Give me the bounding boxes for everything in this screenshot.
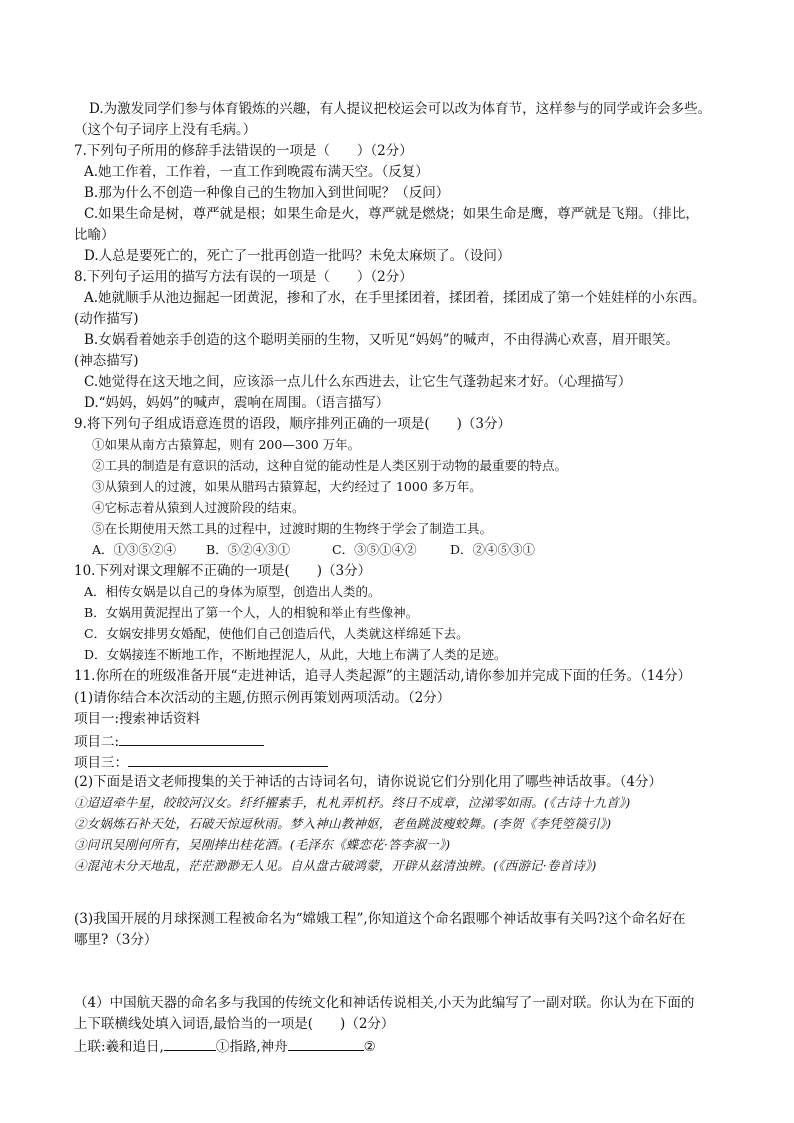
couplet-middle-text: ①指路,神舟 [215, 1039, 288, 1055]
q11-part1: (1)请你结合本次活动的主题,仿照示例再策划两项活动。（2分） [74, 690, 451, 706]
q11-part4: （4）中国航天器的命名多与我国的传统文化和神话传说相关,小天为此编写了一副对联。你认为在下面的 [74, 995, 695, 1011]
q11-item-2-blank[interactable] [119, 731, 264, 746]
q8-stem: 8.下列句子运用的描写方法有误的一项是（ ）（2分） [74, 269, 413, 285]
q11-couplet [74, 1036, 376, 1056]
q9-sentence-5: ⑤在长期使用天然工具的过程中，过渡时期的生物终于学会了制造工具。 [92, 521, 493, 536]
q11-poem-4: ④混沌未分天地乱，茫茫渺渺无人见。自从盘古破鸿蒙，开辟从兹清浊辨。(《西游记·卷首诗》) [74, 858, 597, 873]
q11-item-3-blank[interactable] [128, 752, 328, 767]
q11-stem: 11.你所在的班级准备开展“走进神话，追寻人类起源”的主题活动,请你参加并完成下面的任务。（14分） [74, 668, 691, 684]
q6-option-d-note: （这个句子词序上没有毛病。） [74, 122, 257, 138]
q11-item-2-label: 项目二: [74, 734, 120, 750]
q11-part4-cont: 上下联横线处填入词语,最恰当的一项是( )（2分） [74, 1016, 395, 1032]
q9-sentence-3: ③从猿到人的过渡，如果从腊玛古猿算起，大约经过了 1000 多万年。 [92, 479, 482, 494]
q8-option-b-cont: (神态描写) [74, 353, 139, 369]
couplet-blank-1[interactable] [164, 1036, 216, 1051]
q11-item-2 [74, 731, 264, 751]
q11-poem-1: ①迢迢牵牛星，皎皎河汉女。纤纤擢素手，札札弄机杼。终日不成章，泣涕零如雨。(《古诗十九首》) [74, 795, 631, 810]
q7-stem: 7.下列句子所用的修辞手法错误的一项是（ ）（2分） [74, 143, 413, 159]
q9-sentence-2: ②工具的制造是有意识的活动，这种自觉的能动性是人类区别于动物的最重要的特点。 [92, 458, 568, 473]
q8-option-b: B.女娲看着她亲手创造的这个聪明美丽的生物，又听见“妈妈”的喊声，不由得满心欢喜，眉开眼笑。 [84, 332, 680, 348]
q10-option-b: B．女娲用黄泥捏出了第一个人，人的相貌和举止有些像神。 [84, 605, 419, 620]
couplet-end-mark: ② [363, 1039, 376, 1055]
q7-option-c-cont: 比喻） [74, 227, 115, 243]
q11-part3: (3)我国开展的月球探测工程被命名为“嫦娥工程”,你知道这个命名跟哪个神话故事有关吗?这个命名好在 [74, 911, 686, 927]
q8-option-d: D.“妈妈，妈妈”的喊声，震响在周围。（语言描写） [84, 395, 390, 411]
q8-option-a: A.她就顺手从池边掘起一团黄泥，掺和了水，在手里揉团着，揉团着，揉团成了第一个娃娃样的小东西。 [84, 290, 706, 306]
couplet-blank-2[interactable] [288, 1036, 364, 1051]
q10-option-d: D．女娲接连不断地工作，不断地捏泥人，从此，大地上布满了人类的足迹。 [84, 647, 507, 662]
q11-item-1: 项目一:搜索神话资料 [74, 711, 201, 727]
q7-option-c: C.如果生命是树，尊严就是根；如果生命是火，尊严就是燃烧；如果生命是鹰，尊严就是飞翔。（排比， [84, 206, 699, 222]
q9-sentence-4: ④它标志着从猿到人过渡阶段的结束。 [92, 500, 305, 515]
q8-option-a-cont: (动作描写) [74, 311, 139, 327]
q9-option-d: D．②④⑤③① [450, 542, 536, 557]
q8-option-c: C.她觉得在这天地之间，应该添一点儿什么东西进去，让它生气蓬勃起来才好。（心理描写） [84, 374, 632, 390]
q9-option-c: C．③⑤①④② [332, 542, 417, 557]
q6-option-d: D.为激发同学们参与体育锻炼的兴趣，有人提议把校运会可以改为体育节，这样参与的同学或许会多些。 [89, 101, 712, 117]
q11-poem-2: ②女娲炼石补天处，石破天惊逗秋雨。梦入神山教神妪，老鱼跳波瘦蛟舞。(李贺《李凭箜篌引》) [74, 816, 612, 831]
q7-option-d: D.人总是要死亡的，死亡了一批再创造一批吗？未免太麻烦了。（设问） [84, 248, 511, 264]
q10-option-c: C．女娲安排男女婚配，使他们自己创造后代，人类就这样绵延下去。 [84, 626, 469, 641]
q9-sentence-1: ①如果从南方古猿算起，则有 200—300 万年。 [92, 437, 361, 452]
q9-option-b: B．⑤②④③① [206, 542, 291, 557]
q10-stem: 10.下列对课文理解不正确的一项是( )（3分） [74, 563, 372, 579]
q9-stem: 9.将下列句子组成语意连贯的语段，顺序排列正确的一项是( )（3分） [74, 416, 512, 432]
couplet-upper-label: 上联:羲和追日, [74, 1039, 164, 1055]
q11-item-3-label: 项目三： [74, 755, 128, 771]
q10-option-a: A．相传女娲是以自己的身体为原型，创造出人类的。 [84, 584, 381, 599]
q9-option-a: A．①③⑤②④ [92, 542, 177, 557]
q7-option-b: B.那为什么不创造一种像自己的生物加入到世间呢？（反问） [84, 185, 450, 201]
q11-part2: (2)下面是语文老师搜集的关于神话的古诗词名句，请你说说它们分别化用了哪些神话故事。（4分） [74, 774, 662, 790]
q11-item-3 [74, 752, 328, 772]
q7-option-a: A.她工作着，工作着，一直工作到晚霞布满天空。（反复） [84, 164, 429, 180]
q11-poem-3: ③问讯吴刚何所有，吴刚捧出桂花酒。(毛泽东《蝶恋花·答李淑一》) [74, 837, 451, 852]
q11-part3-cont: 哪里?（3分） [74, 932, 158, 948]
